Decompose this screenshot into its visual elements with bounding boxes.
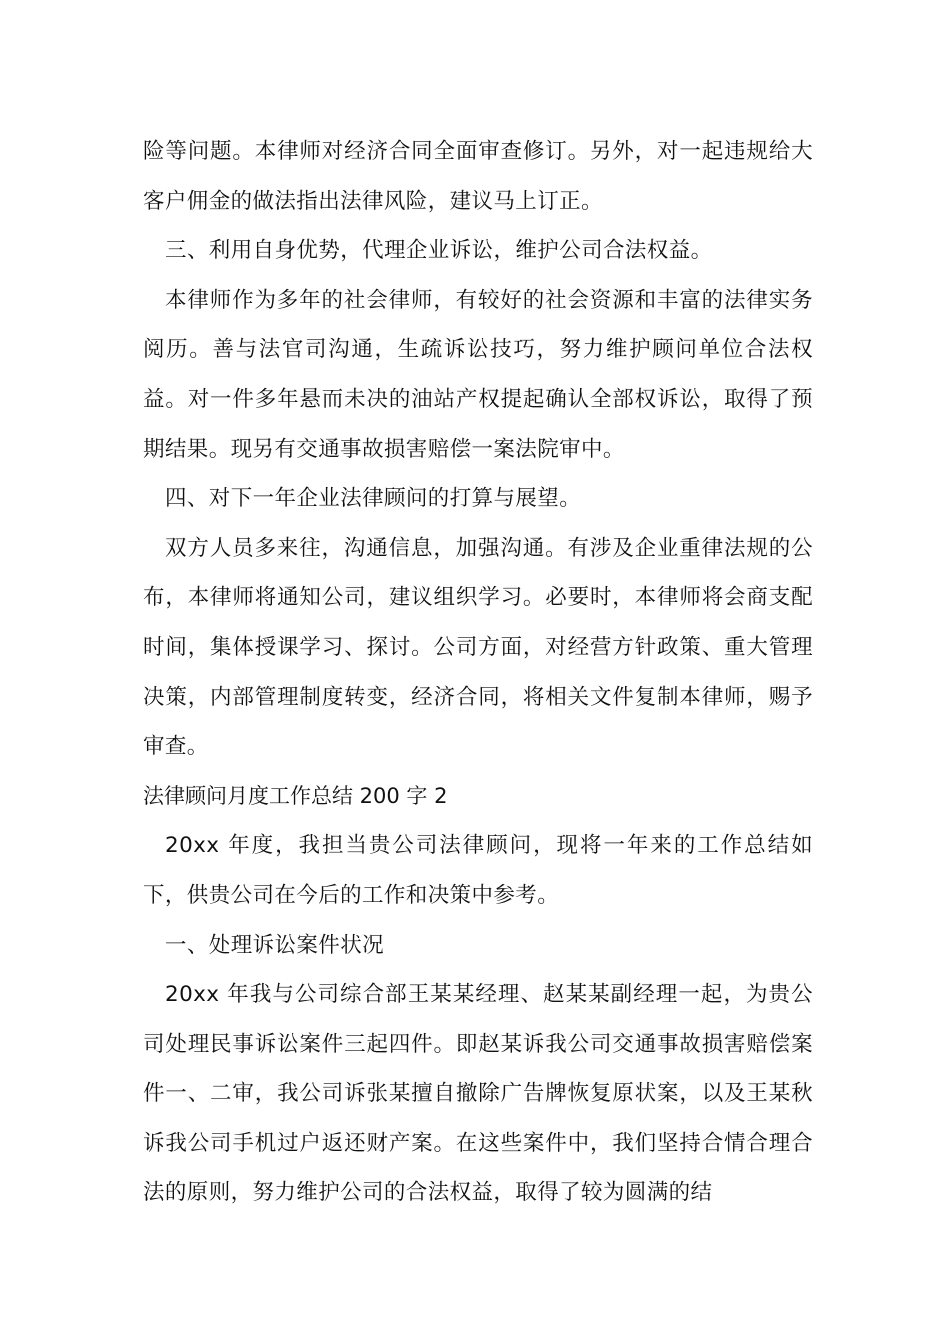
section-heading-four: 四、对下一年企业法律顾问的打算与展望。 [165, 486, 582, 512]
document-section-title: 法律顾问月度工作总结 200 字 2 [143, 783, 448, 808]
paragraph-continuation: 险等问题。本律师对经济合同全面审查修订。另外，对一起违规给大客户佣金的做法指出法律风险，建议马上订正。 [143, 139, 813, 214]
section-heading-three: 三、利用自身优势，代理企业诉讼，维护公司合法权益。 [165, 238, 713, 264]
paragraph-litigation-advantage: 本律师作为多年的社会律师，有较好的社会资源和丰富的法律实务阅历。善与法官司沟通，生疏诉讼技巧，努力维护顾问单位合法权益。对一件多年悬而未决的油站产权提起确认全部权诉讼，取得了预期结果。现另有交通事故损害赔偿一案法院审中。 [143, 287, 813, 462]
paragraph-plans-outlook: 双方人员多来往，沟通信息，加强沟通。有涉及企业重律法规的公布，本律师将通知公司，建议组织学习。必要时，本律师将会商支配时间，集体授课学习、探讨。公司方面，对经营方针政策、重大管理决策，内部管理制度转变，经济合同，将相关文件复制本律师，赐予审查。 [143, 535, 813, 760]
document-body [143, 127, 813, 1218]
paragraph-intro: 20xx 年度，我担当贵公司法律顾问，现将一年来的工作总结如下，供贵公司在今后的工作和决策中参考。 [143, 833, 813, 908]
paragraph-litigation-cases: 20xx 年我与公司综合部王某某经理、赵某某副经理一起，为贵公司处理民事诉讼案件三起四件。即赵某诉我公司交通事故损害赔偿案件一、二审，我公司诉张某擅自撤除广告牌恢复原状案，以及王某秋诉我公司手机过户返还财产案。在这些案件中，我们坚持合情合理合法的原则，努力维护公司的合法权益，取得了较为圆满的结 [143, 982, 813, 1206]
section-heading-one: 一、处理诉讼案件状况 [165, 932, 385, 958]
